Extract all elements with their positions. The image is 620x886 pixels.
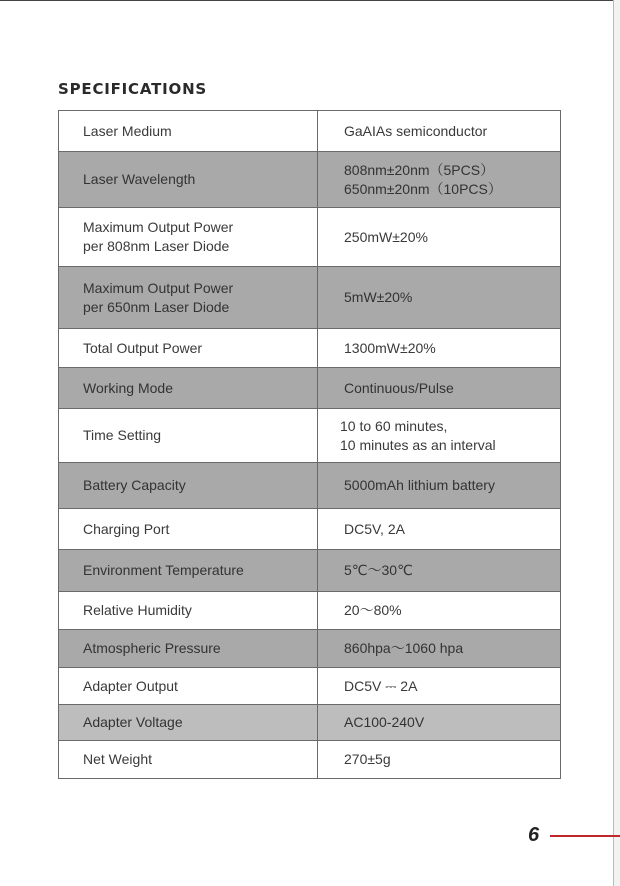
spec-label: Adapter Voltage (59, 705, 318, 741)
table-row (59, 329, 561, 368)
spec-label: Maximum Output Power per 808nm Laser Diode (59, 208, 318, 267)
specifications-table (58, 110, 561, 779)
table-row (59, 705, 561, 741)
spec-value: DC5V, 2A (318, 509, 561, 550)
spec-value: 10 to 60 minutes, 10 minutes as an interval (318, 409, 561, 463)
table-row (59, 111, 561, 152)
spec-value: DC5V ⎓ 2A (318, 668, 561, 705)
page-number: 6 (528, 824, 540, 846)
spec-label: Atmospheric Pressure (59, 630, 318, 668)
spec-value: 5℃～30℃ (318, 550, 561, 592)
spec-label: Net Weight (59, 741, 318, 779)
spec-value: GaAIAs semiconductor (318, 111, 561, 152)
table-row (59, 550, 561, 592)
spec-label: Laser Medium (59, 111, 318, 152)
spec-label: Time Setting (59, 409, 318, 463)
spec-value: 808nm±20nm（5PCS） 650nm±20nm（10PCS） (318, 152, 561, 208)
top-border (0, 0, 615, 1)
table-row (59, 267, 561, 329)
page-number-rule (550, 835, 620, 837)
spec-label: Total Output Power (59, 329, 318, 368)
spec-label: Maximum Output Power per 650nm Laser Diode (59, 267, 318, 329)
spec-label: Environment Temperature (59, 550, 318, 592)
spec-label: Battery Capacity (59, 463, 318, 509)
table-row (59, 152, 561, 208)
spec-value: AC100-240V (318, 705, 561, 741)
table-row (59, 409, 561, 463)
spec-value: 20～80% (318, 592, 561, 630)
table-row (59, 208, 561, 267)
spec-value: Continuous/Pulse (318, 368, 561, 409)
spec-label: Laser Wavelength (59, 152, 318, 208)
table-row (59, 592, 561, 630)
page-edge (613, 0, 620, 886)
table-row (59, 630, 561, 668)
spec-value: 1300mW±20% (318, 329, 561, 368)
spec-value: 270±5g (318, 741, 561, 779)
table-row (59, 668, 561, 705)
table-row (59, 509, 561, 550)
spec-value: 860hpa～1060 hpa (318, 630, 561, 668)
spec-value: 250mW±20% (318, 208, 561, 267)
spec-label: Working Mode (59, 368, 318, 409)
table-row (59, 463, 561, 509)
spec-value: 5mW±20% (318, 267, 561, 329)
spec-label: Adapter Output (59, 668, 318, 705)
table-row (59, 368, 561, 409)
section-title: SPECIFICATIONS (58, 80, 208, 98)
spec-label: Relative Humidity (59, 592, 318, 630)
table-row (59, 741, 561, 779)
spec-value: 5000mAh lithium battery (318, 463, 561, 509)
spec-label: Charging Port (59, 509, 318, 550)
